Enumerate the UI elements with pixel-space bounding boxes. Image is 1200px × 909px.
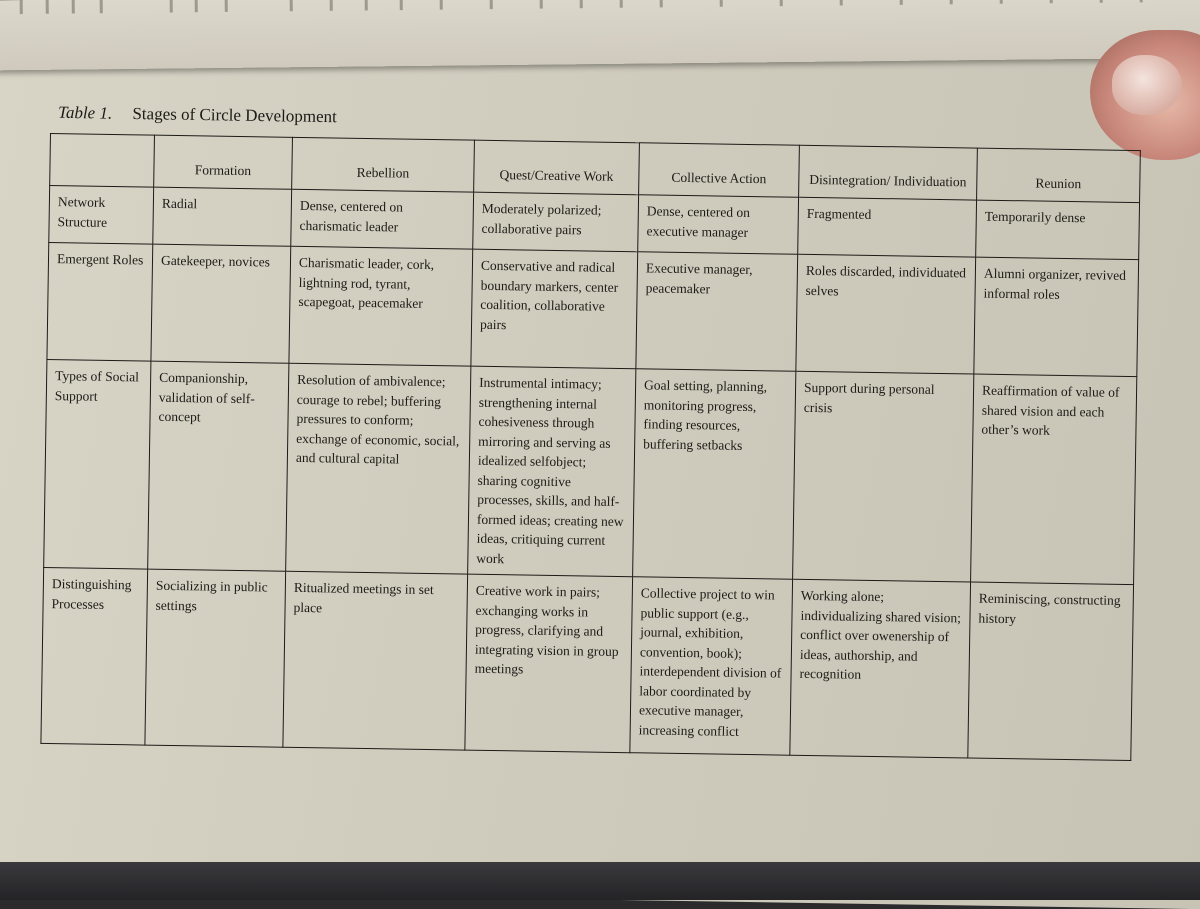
column-header: Quest/Creative Work bbox=[474, 140, 640, 195]
column-header: Rebellion bbox=[292, 137, 475, 192]
row-header: Network Structure bbox=[49, 186, 154, 245]
table-row bbox=[41, 567, 1134, 760]
text-fragment-mark bbox=[72, 0, 75, 14]
table-cell: Gatekeeper, novices bbox=[151, 244, 291, 363]
table-cell: Radial bbox=[153, 187, 292, 246]
stages-table bbox=[40, 133, 1140, 761]
table-cell: Roles discarded, individuated selves bbox=[796, 254, 976, 374]
table-row bbox=[44, 359, 1137, 584]
text-fragment-mark bbox=[780, 0, 783, 6]
table-cell: Socializing in public settings bbox=[145, 569, 286, 747]
text-fragment-mark bbox=[400, 0, 403, 10]
table-cell: Companionship, validation of self-concept bbox=[148, 361, 289, 571]
text-fragment-mark bbox=[365, 0, 368, 10]
text-fragment-mark bbox=[20, 0, 23, 14]
text-fragment-mark bbox=[1050, 0, 1053, 3]
row-header: Emergent Roles bbox=[47, 242, 153, 361]
text-fragment-mark bbox=[490, 0, 493, 9]
text-fragment-mark bbox=[1100, 0, 1103, 3]
column-header: Formation bbox=[154, 135, 293, 189]
table-cell: Executive manager, peacemaker bbox=[636, 252, 798, 371]
table-title: Stages of Circle Development bbox=[132, 103, 337, 127]
row-header: Distinguishing Processes bbox=[41, 567, 148, 745]
table-cell: Goal setting, planning, monitoring progress, finding resources, buffering setbacks bbox=[633, 369, 796, 579]
table-cell: Dense, centered on charismatic leader bbox=[291, 189, 474, 249]
text-fragment-mark bbox=[540, 0, 543, 9]
background-fabric bbox=[0, 862, 1200, 900]
text-fragment-mark bbox=[225, 0, 228, 12]
text-fragment-mark bbox=[330, 0, 333, 11]
text-fragment-mark bbox=[1140, 0, 1143, 2]
table-cell: Collective project to win public support (e.g., journal, exhibition, convention, book); interdependent division of labor coordinated by executive manager, increasing conflict bbox=[630, 577, 793, 755]
text-fragment-mark bbox=[170, 0, 173, 13]
text-fragment-mark bbox=[720, 0, 723, 7]
table-cell: Reminiscing, constructing history bbox=[968, 582, 1134, 761]
table-label: Table 1. bbox=[57, 102, 113, 123]
table-cell: Alumni organizer, revived informal roles bbox=[974, 257, 1139, 377]
text-fragment-mark bbox=[1000, 0, 1003, 4]
table-cell: Conservative and radical boundary markers, center coalition, collaborative pairs bbox=[471, 249, 638, 369]
table-cell: Instrumental intimacy; strengthening internal cohesiveness through mirroring and serving as idealized selfobject; sharing cognitive processes, skills, and half-formed ideas; creating new ideas, critiquing current work bbox=[468, 366, 636, 577]
table-cell: Moderately polarized; collaborative pairs bbox=[473, 192, 639, 252]
table-cell: Fragmented bbox=[798, 197, 977, 257]
text-fragment-mark bbox=[46, 0, 49, 14]
table-cell: Dense, centered on executive manager bbox=[638, 195, 799, 255]
table-cell: Reaffirmation of value of shared vision and each other’s work bbox=[971, 374, 1137, 585]
text-fragment-mark bbox=[440, 0, 443, 10]
table-cell: Creative work in pairs; exchanging works in progress, clarifying and integrating vision in group meetings bbox=[465, 574, 633, 753]
text-fragment-mark bbox=[620, 0, 623, 8]
column-header: Disintegration/ Individuation bbox=[799, 145, 978, 200]
column-header: Collective Action bbox=[639, 143, 800, 198]
text-fragment-mark bbox=[840, 0, 843, 5]
text-fragment-mark bbox=[195, 0, 198, 12]
previous-page-text-fragments bbox=[20, 0, 1170, 18]
table-cell: Resolution of ambivalence; courage to rebel; buffering pressures to conform; exchange of economic, social, and cultural capital bbox=[286, 363, 471, 574]
column-header: Reunion bbox=[977, 148, 1141, 203]
text-fragment-mark bbox=[660, 0, 663, 7]
text-fragment-mark bbox=[290, 0, 293, 11]
table-cell: Ritualized meetings in set place bbox=[283, 571, 468, 750]
table-cell: Working alone; individualizing shared vision; conflict over owenership of ideas, authorship, and recognition bbox=[790, 579, 971, 758]
row-header: Types of Social Support bbox=[44, 359, 151, 569]
corner-cell bbox=[50, 134, 155, 188]
table-cell: Support during personal crisis bbox=[793, 371, 974, 582]
stages-table-wrapper bbox=[40, 133, 1140, 761]
text-fragment-mark bbox=[900, 0, 903, 5]
text-fragment-mark bbox=[580, 0, 583, 8]
table-cell: Temporarily dense bbox=[976, 200, 1140, 260]
text-fragment-mark bbox=[950, 0, 953, 4]
table-cell: Charismatic leader, cork, lightning rod, tyrant, scapegoat, peacemaker bbox=[289, 246, 473, 366]
text-fragment-mark bbox=[100, 0, 103, 13]
table-row bbox=[47, 242, 1139, 376]
